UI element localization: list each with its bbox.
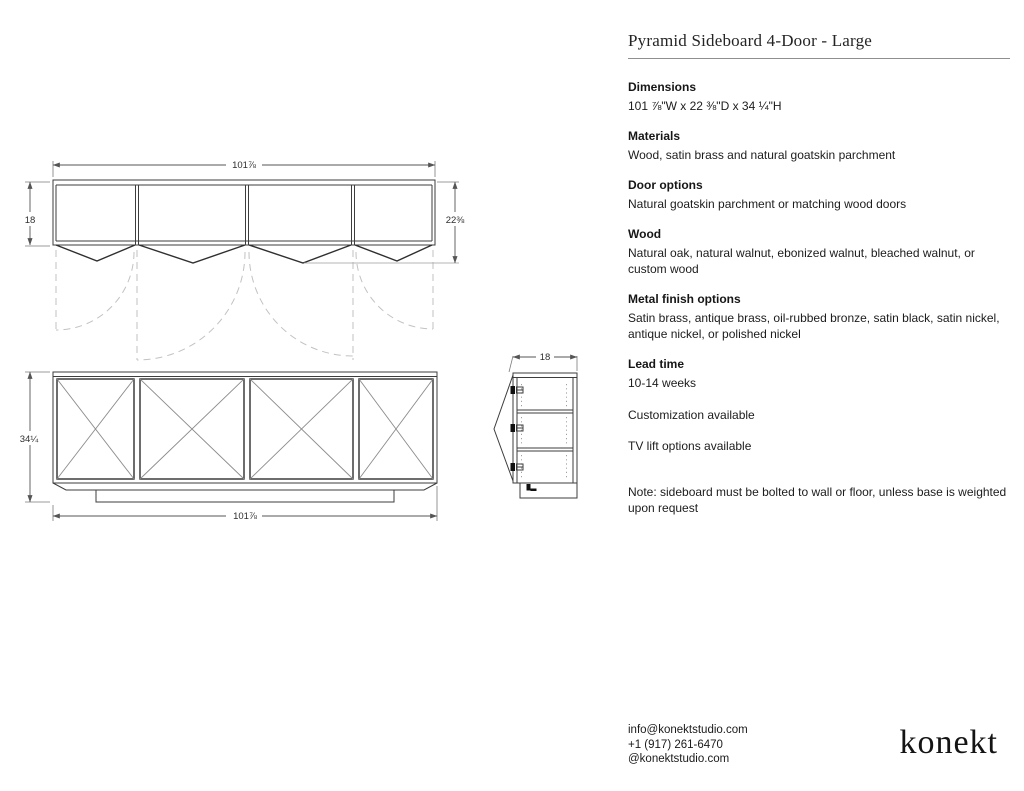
contact-block [628, 723, 748, 767]
top-view-overall-depth-dimension [304, 182, 469, 263]
door-swing-arcs [56, 250, 433, 360]
shelf-pin-holes [522, 384, 567, 478]
pyramid-door-plan [249, 245, 351, 263]
spec-value-metal-finish: Satin brass, antique brass, oil-rubbed bronze, satin black, satin nickel, antique nickel, or polished nickel [628, 311, 1000, 341]
spec-section-wood [628, 227, 1010, 277]
spec-value-wood: Natural oak, natural walnut, ebonized walnut, bleached walnut, or custom wood [628, 246, 975, 276]
contact-email: info@konektstudio.com [628, 724, 748, 736]
pyramid-door-plan [56, 245, 135, 261]
front-view-width-dimension [53, 486, 437, 523]
spec-label-lead-time: Lead time [628, 357, 685, 371]
side-view-depth-dimension [509, 350, 577, 372]
side-view-depth-label: 18 [539, 352, 551, 363]
spec-label-wood: Wood [628, 227, 662, 241]
tv-lift-note: TV lift options available [628, 439, 752, 453]
brand-logo: konekt [899, 724, 998, 761]
hinge-detail [511, 386, 524, 394]
spec-label-metal-finish: Metal finish options [628, 292, 741, 306]
front-door-panel [57, 379, 134, 479]
spec-section-door-options [628, 178, 1010, 212]
front-base [53, 483, 437, 502]
spec-section-metal-finish [628, 292, 1010, 342]
page-title: Pyramid Sideboard 4-Door - Large [628, 31, 873, 50]
top-view-overall-depth-label: 22⅜ [445, 215, 465, 226]
front-view-height-label: 34¼ [19, 434, 39, 445]
top-view-carcass-depth-label: 18 [24, 215, 36, 226]
spec-value-door-options: Natural goatskin parchment or matching wood doors [628, 197, 907, 211]
front-view-height-dimension [14, 372, 50, 502]
front-door-panel [140, 379, 244, 479]
hinge-detail [511, 424, 524, 432]
spec-section-lead-time [628, 357, 1010, 391]
contact-social: @konektstudio.com [628, 753, 730, 765]
spec-label-materials: Materials [628, 129, 681, 143]
pyramid-door-profile [494, 375, 513, 481]
front-view-width-label: 101⅞ [233, 511, 257, 522]
top-view-width-label: 101⅞ [232, 160, 256, 171]
pyramid-door-plan [355, 245, 432, 261]
spec-section-materials [628, 129, 1010, 163]
pyramid-door-plan [139, 245, 245, 263]
bolt-detail [527, 484, 537, 491]
front-door-panel [359, 379, 433, 479]
top-view-drawing [20, 157, 469, 360]
hinge-detail [511, 463, 524, 471]
contact-phone: +1 (917) 261-6470 [628, 738, 723, 751]
customization-note: Customization available [628, 408, 755, 422]
spec-label-dimensions: Dimensions [628, 80, 697, 94]
front-door-panel [250, 379, 353, 479]
top-view-carcass-depth-dimension [20, 182, 50, 246]
spec-column [628, 30, 1010, 516]
top-view-width-dimension [53, 157, 435, 177]
spec-section-dimensions [628, 80, 1010, 114]
front-view-drawing [14, 372, 437, 523]
spec-value-materials: Wood, satin brass and natural goatskin parchment [628, 148, 896, 162]
side-view-drawing [494, 350, 577, 498]
spec-label-door-options: Door options [628, 178, 703, 192]
installation-note: Note: sideboard must be bolted to wall or floor, unless base is weighted upon request [628, 485, 1007, 515]
spec-value-dimensions: 101 ⅞"W x 22 ⅜"D x 34 ¼"H [628, 99, 782, 113]
title-divider [628, 58, 1010, 59]
spec-value-lead-time: 10-14 weeks [628, 376, 697, 390]
